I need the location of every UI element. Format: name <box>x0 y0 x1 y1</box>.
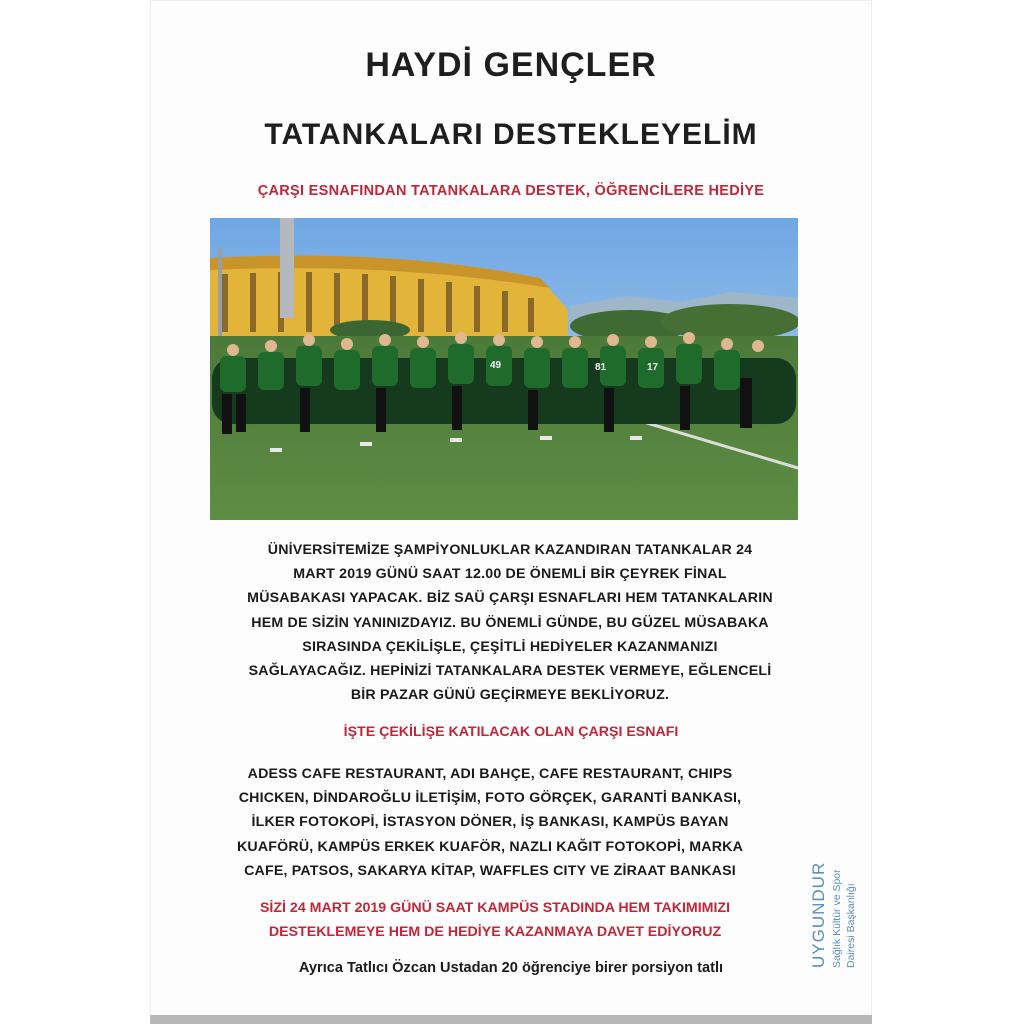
body-line: MÜSABAKASI YAPACAK. BİZ SAÜ ÇARŞI ESNAFLARI HEM TATANKALARIN <box>247 590 773 607</box>
invitation-text <box>180 896 810 944</box>
logo-brand: UYGUNDUR <box>809 861 828 968</box>
invite-line: DESTEKLEMEYE HEM DE HEDİYE KAZANMAYA DAVET EDİYORUZ <box>268 924 722 940</box>
svg-text:17: 17 <box>647 362 659 373</box>
sponsor-line: İLKER FOTOKOPİ, İSTASYON DÖNER, İŞ BANKASI, KAMPÜS BAYAN <box>251 814 729 831</box>
body-line: HEM DE SİZİN YANINIZDAYIZ. BU ÖNEMLİ GÜNDE, BU GÜZEL MÜSABAKA <box>251 614 769 631</box>
svg-text:49: 49 <box>490 360 502 371</box>
team-photo <box>210 218 798 520</box>
department-logo <box>806 830 866 970</box>
body-line: SIRASINDA ÇEKİLİŞLE, ÇEŞİTLİ HEDİYELER KAZANMANIZI <box>302 638 718 655</box>
announcement-body <box>190 538 830 707</box>
dessert-note: Ayrıca Tatlıcı Özcan Ustadan 20 öğrenciye birer porsiyon tatlı <box>298 960 724 976</box>
sponsor-line: ADESS CAFE RESTAURANT, ADI BAHÇE, CAFE RESTAURANT, CHIPS <box>247 766 733 782</box>
logo-line1: Sağlık Kültür ve Spor <box>831 869 843 968</box>
svg-text:81: 81 <box>595 362 607 373</box>
body-line: MART 2019 GÜNÜ SAAT 12.00 DE ÖNEMLİ BİR ÇEYREK FİNAL <box>293 566 727 583</box>
poster-subtitle: ÇARŞI ESNAFINDAN TATANKALARA DESTEK, ÖĞRENCİLERE HEDİYE <box>257 183 765 199</box>
sponsor-list <box>180 762 800 883</box>
sponsor-line: KUAFÖRÜ, KAMPÜS ERKEK KUAFÖR, NAZLI KAĞIT FOTOKOPİ, MARKA <box>236 838 744 855</box>
poster-title-line2: TATANKALARI DESTEKLEYELİM <box>264 118 758 151</box>
invite-line: SİZİ 24 MART 2019 GÜNÜ SAAT KAMPÜS STADINDA HEM TAKIMIMIZI <box>259 900 731 916</box>
logo-line2: Dairesi Başkanlığı <box>845 883 857 968</box>
scanner-edge <box>150 1015 872 1024</box>
body-line: ÜNİVERSİTEMİZE ŞAMPİYONLUKLAR KAZANDIRAN TATANKALAR 24 <box>267 542 753 558</box>
body-line: BİR PAZAR GÜNÜ GEÇİRMEYE BEKLİYORUZ. <box>350 687 670 704</box>
sponsor-heading: İŞTE ÇEKİLİŞE KATILACAK OLAN ÇARŞI ESNAFI <box>343 724 679 740</box>
sponsor-line: CHICKEN, DİNDAROĞLU İLETİŞİM, FOTO GÖRÇEK, GARANTİ BANKASI, <box>238 790 742 807</box>
sponsor-line: CAFE, PATSOS, SAKARYA KİTAP, WAFFLES CITY VE ZİRAAT BANKASI <box>244 862 736 879</box>
body-line: SAĞLAYACAĞIZ. HEPİNİZİ TATANKALARA DESTEK VERMEYE, EĞLENCELİ <box>248 663 772 680</box>
poster-title: HAYDİ GENÇLER <box>365 46 657 84</box>
